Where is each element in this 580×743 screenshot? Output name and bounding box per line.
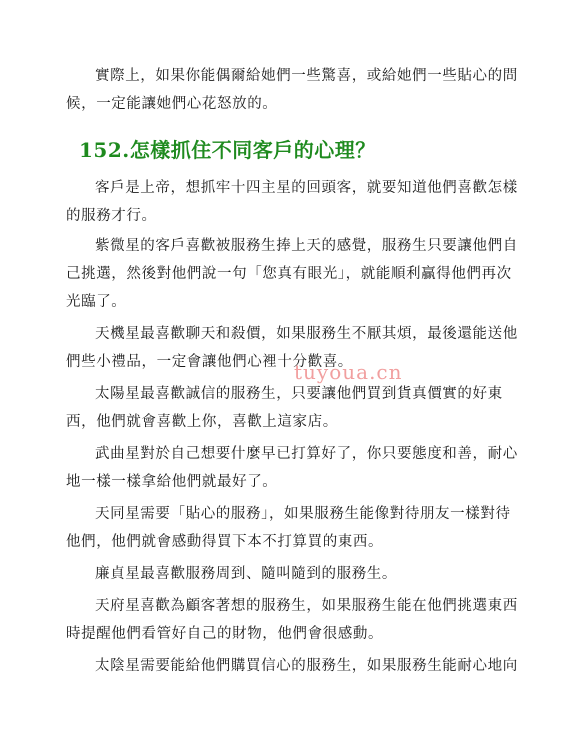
section-number: 152. xyxy=(79,138,130,162)
section-title: 怎樣抓住不同客戶的心理？ xyxy=(129,138,376,162)
paragraph-tiantong: 天同星需要「貼心的服務」，如果服務生能像對待朋友一樣對待他們，他們就會感動得買下本不打算買的東西。 xyxy=(66,506,511,550)
paragraph-taiyin: 太陰星需要能給他們購買信心的服務生，如果服務生能耐心地向 xyxy=(95,658,518,674)
paragraph-customer-god: 客戶是上帝，想抓牢十四主星的回頭客，就要知道他們喜歡怎樣的服務才行。 xyxy=(66,180,518,224)
section-heading xyxy=(79,135,376,165)
intro-paragraph: 實際上，如果你能偶爾給她們一些驚喜，或給她們一些貼心的問候，一定能讓她們心花怒放的。 xyxy=(66,68,518,112)
paragraph-taiyang: 太陽星最喜歡誠信的服務生，只要讓他們買到貨真價實的好東西，他們就會喜歡上你，喜歡上這家店。 xyxy=(66,386,503,430)
paragraph-wuqu: 武曲星對於自己想要什麼早已打算好了，你只要態度和善，耐心地一樣一樣拿給他們就最好了。 xyxy=(66,446,518,490)
watermark: tuyoua.cn xyxy=(294,360,403,384)
paragraph-ziwei: 紫微星的客戶喜歡被服務生捧上天的感覺，服務生只要讓他們自己挑選，然後對他們說一句「您真有眼光」，就能順利贏得他們再次光臨了。 xyxy=(66,238,518,310)
paragraph-tianfu: 天府星喜歡為顧客著想的服務生，如果服務生能在他們挑選東西時提醒他們看管好自己的財物，他們會很感動。 xyxy=(66,598,518,642)
paragraph-tianji: 天機星最喜歡聊天和殺價，如果服務生不厭其煩，最後還能送他們些小禮品，一定會讓他們心裡十分歡喜。 xyxy=(66,326,518,370)
paragraph-lianzhen: 廉貞星最喜歡服務周到、隨叫隨到的服務生。 xyxy=(95,566,397,582)
